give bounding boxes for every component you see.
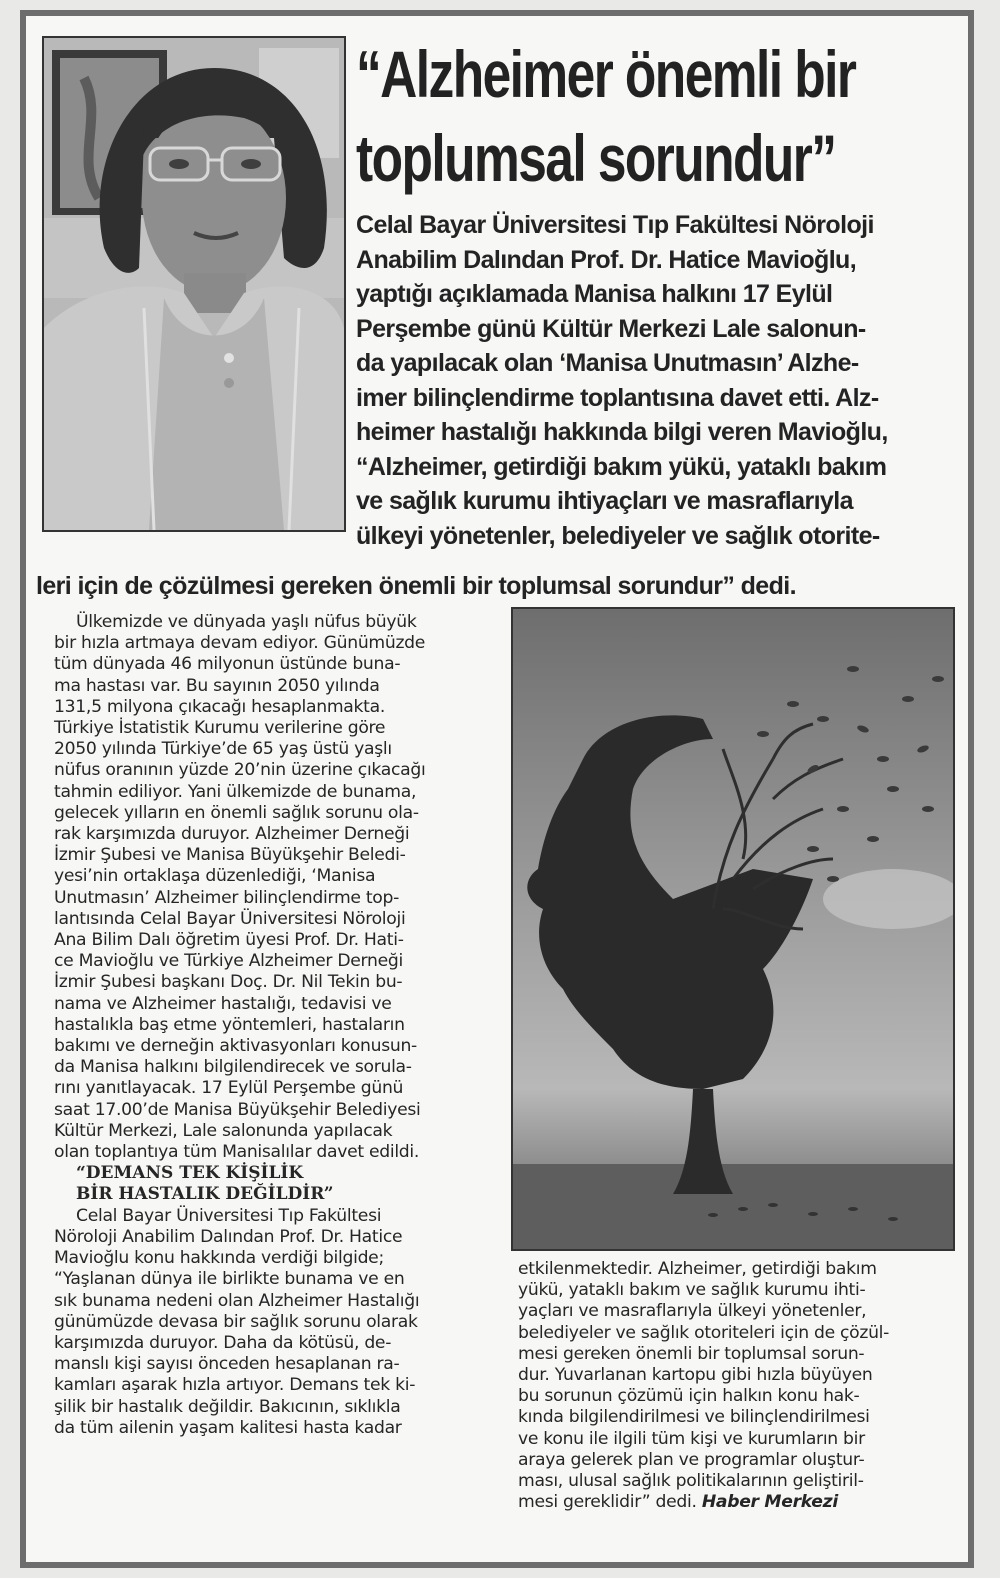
body-line-last bbox=[518, 1492, 968, 1513]
body-line: günümüzde devasa bir sağlık sorunu olarak bbox=[54, 1311, 418, 1332]
body-line: ve konu ile ilgili tüm kişi ve kurumların bir bbox=[518, 1428, 865, 1449]
body-line: lantısında Celal Bayar Üniversitesi Nöroloji bbox=[54, 908, 406, 929]
body-line: olan toplantıya tüm Manisalılar davet edildi. bbox=[54, 1142, 420, 1163]
body-line: Ülkemizde ve dünyada yaşlı nüfus büyük bbox=[76, 612, 417, 632]
body-line: rak karşımızda duruyor. Alzheimer Derneği bbox=[54, 824, 410, 845]
body-line: yaçları ve masraflarıyla ülkeyi yönetenler, bbox=[518, 1301, 867, 1322]
article-lead bbox=[356, 208, 956, 553]
tree-head-illustration bbox=[511, 607, 955, 1251]
body-line: tüm dünyada 46 milyonun üstünde buna- bbox=[54, 654, 401, 675]
body-line: yesi’nin ortaklaşa düzenlediği, ‘Manisa bbox=[54, 866, 376, 887]
body-line: 2050 yılında Türkiye’de 65 yaş üstü yaşlı bbox=[54, 739, 392, 760]
body-line: kamları aşarak hızla artıyor. Demans tek ki- bbox=[54, 1375, 416, 1396]
body-line: da Manisa halkını bilgilendirecek ve sorula- bbox=[54, 1057, 412, 1078]
body-line: Ana Bilim Dalı öğretim üyesi Prof. Dr. Hati- bbox=[54, 930, 404, 951]
body-column-right bbox=[518, 1259, 968, 1513]
subheading-line: BİR HASTALIK DEĞİLDİR” bbox=[76, 1184, 334, 1205]
portrait-illustration bbox=[44, 38, 344, 530]
body-line: bu sorunun çözümü için halkın konu hak- bbox=[518, 1386, 860, 1407]
body-line: nama ve Alzheimer hastalığı, tedavisi ve bbox=[54, 993, 392, 1014]
lead-line: Celal Bayar Üniversitesi Tıp Fakültesi Nöroloji bbox=[356, 211, 874, 239]
body-line: nüfus oranının yüzde 20’nin üzerine çıkacağı bbox=[54, 760, 426, 781]
body-line: Türkiye İstatistik Kurumu verilerine göre bbox=[54, 718, 386, 739]
body-line: tahmin ediliyor. Yani ülkemizde de bunama, bbox=[54, 781, 417, 802]
body-line: manslı kişi sayısı önceden hesaplanan ra- bbox=[54, 1354, 400, 1375]
body-line: mesi gereken önemli bir toplumsal sorun- bbox=[518, 1343, 865, 1364]
body-line: dur. Yuvarlanan kartopu gibi hızla büyüyen bbox=[518, 1365, 873, 1386]
lead-line: heimer hastalığı hakkında bilgi veren Mavioğlu, bbox=[356, 418, 888, 446]
body-line: Unutmasın’ Alzheimer bilinçlendirme top- bbox=[54, 887, 399, 908]
lead-line: Perşembe günü Kültür Merkezi Lale salonun- bbox=[356, 314, 866, 343]
body-line: sık bunama nedeni olan Alzheimer Hastalığı bbox=[54, 1290, 420, 1311]
body-line: etkilenmektedir. Alzheimer, getirdiği bakım bbox=[518, 1259, 877, 1279]
body-line: Nöroloji Anabilim Dalından Prof. Dr. Hatice bbox=[54, 1226, 403, 1247]
lead-line: yaptığı açıklamada Manisa halkını 17 Eylül bbox=[356, 280, 833, 308]
article-headline bbox=[356, 32, 856, 200]
lead-line: ülkeyi yönetenler, belediyeler ve sağlık otorite- bbox=[356, 521, 880, 550]
body-line: İzmir Şubesi başkanı Doç. Dr. Nil Tekin bu- bbox=[54, 972, 403, 993]
lead-line: ve sağlık kurumu ihtiyaçları ve masraflarıyla bbox=[356, 487, 853, 515]
body-line: gelecek yılların en önemli sağlık sorunu ola- bbox=[54, 802, 419, 823]
headline-line: “Alzheimer önemli bir bbox=[356, 37, 856, 111]
body-line: belediyeler ve sağlık otoriteleri için de çözül- bbox=[518, 1322, 890, 1343]
body-line: karşımızda duruyor. Daha da kötüsü, de- bbox=[54, 1332, 392, 1353]
subheading-line: “DEMANS TEK KİŞİLİK bbox=[76, 1163, 304, 1184]
body-line: hastalıkla baş etme yöntemleri, hastaların bbox=[54, 1014, 405, 1035]
body-line: bakımı ve derneğin aktivasyonları konusun- bbox=[54, 1036, 417, 1057]
body-line: Celal Bayar Üniversitesi Tıp Fakültesi bbox=[76, 1205, 382, 1226]
lead-line: “Alzheimer, getirdiği bakım yükü, yataklı bakım bbox=[356, 452, 887, 481]
body-column-left bbox=[54, 612, 504, 1439]
body-line: kında bilgilendirilmesi ve bilinçlendirilmesi bbox=[518, 1407, 870, 1428]
lead-line: imer bilinçlendirme toplantısına davet etti. Alz- bbox=[356, 383, 879, 412]
lead-line: Anabilim Dalından Prof. Dr. Hatice Mavioğlu, bbox=[356, 245, 857, 274]
body-line: ce Mavioğlu ve Türkiye Alzheimer Derneği bbox=[54, 951, 403, 972]
body-line: ma hastası var. Bu sayının 2050 yılında bbox=[54, 675, 380, 696]
lead-line: da yapılacak olan ‘Manisa Unutmasın’ Alzhe- bbox=[356, 349, 859, 377]
body-line: Kültür Merkezi, Lale salonunda yapılacak bbox=[54, 1120, 393, 1141]
article-frame bbox=[20, 10, 974, 1568]
byline: Haber Merkezi bbox=[701, 1492, 838, 1513]
body-line: “Yaşlanan dünya ile birlikte bunama ve en bbox=[54, 1269, 405, 1290]
body-line: ması, ulusal sağlık politikalarının geliştiril- bbox=[518, 1471, 864, 1492]
body-line: İzmir Şubesi ve Manisa Büyükşehir Beledi- bbox=[54, 845, 406, 866]
body-line: bir hızla artmaya devam ediyor. Günümüzde bbox=[54, 633, 426, 654]
body-line: 131,5 milyona çıkacağı hesaplanmakta. bbox=[54, 696, 386, 717]
portrait-photo bbox=[42, 36, 346, 532]
body-line: şilik bir hastalık değildir. Bakıcının, sıklıkla bbox=[54, 1396, 401, 1417]
headline-line: toplumsal sorundur” bbox=[356, 121, 836, 195]
body-line: da tüm ailenin yaşam kalitesi hasta kadar bbox=[54, 1417, 402, 1438]
lead-last-line: leri için de çözülmesi gereken önemli bir toplumsal sorundur” dedi. bbox=[36, 572, 796, 600]
body-line: rını yanıtlayacak. 17 Eylül Perşembe günü bbox=[54, 1078, 404, 1099]
tree-head-drawing bbox=[513, 609, 953, 1249]
body-line: saat 17.00’de Manisa Büyükşehir Belediyesi bbox=[54, 1099, 421, 1120]
body-line: araya gelerek plan ve programlar oluştur- bbox=[518, 1449, 865, 1470]
body-line: Mavioğlu konu hakkında verdiği bilgide; bbox=[54, 1248, 384, 1269]
body-line: yükü, yataklı bakım ve sağlık kurumu ihti- bbox=[518, 1280, 866, 1301]
closing-text: mesi gereklidir” dedi. bbox=[518, 1492, 702, 1513]
